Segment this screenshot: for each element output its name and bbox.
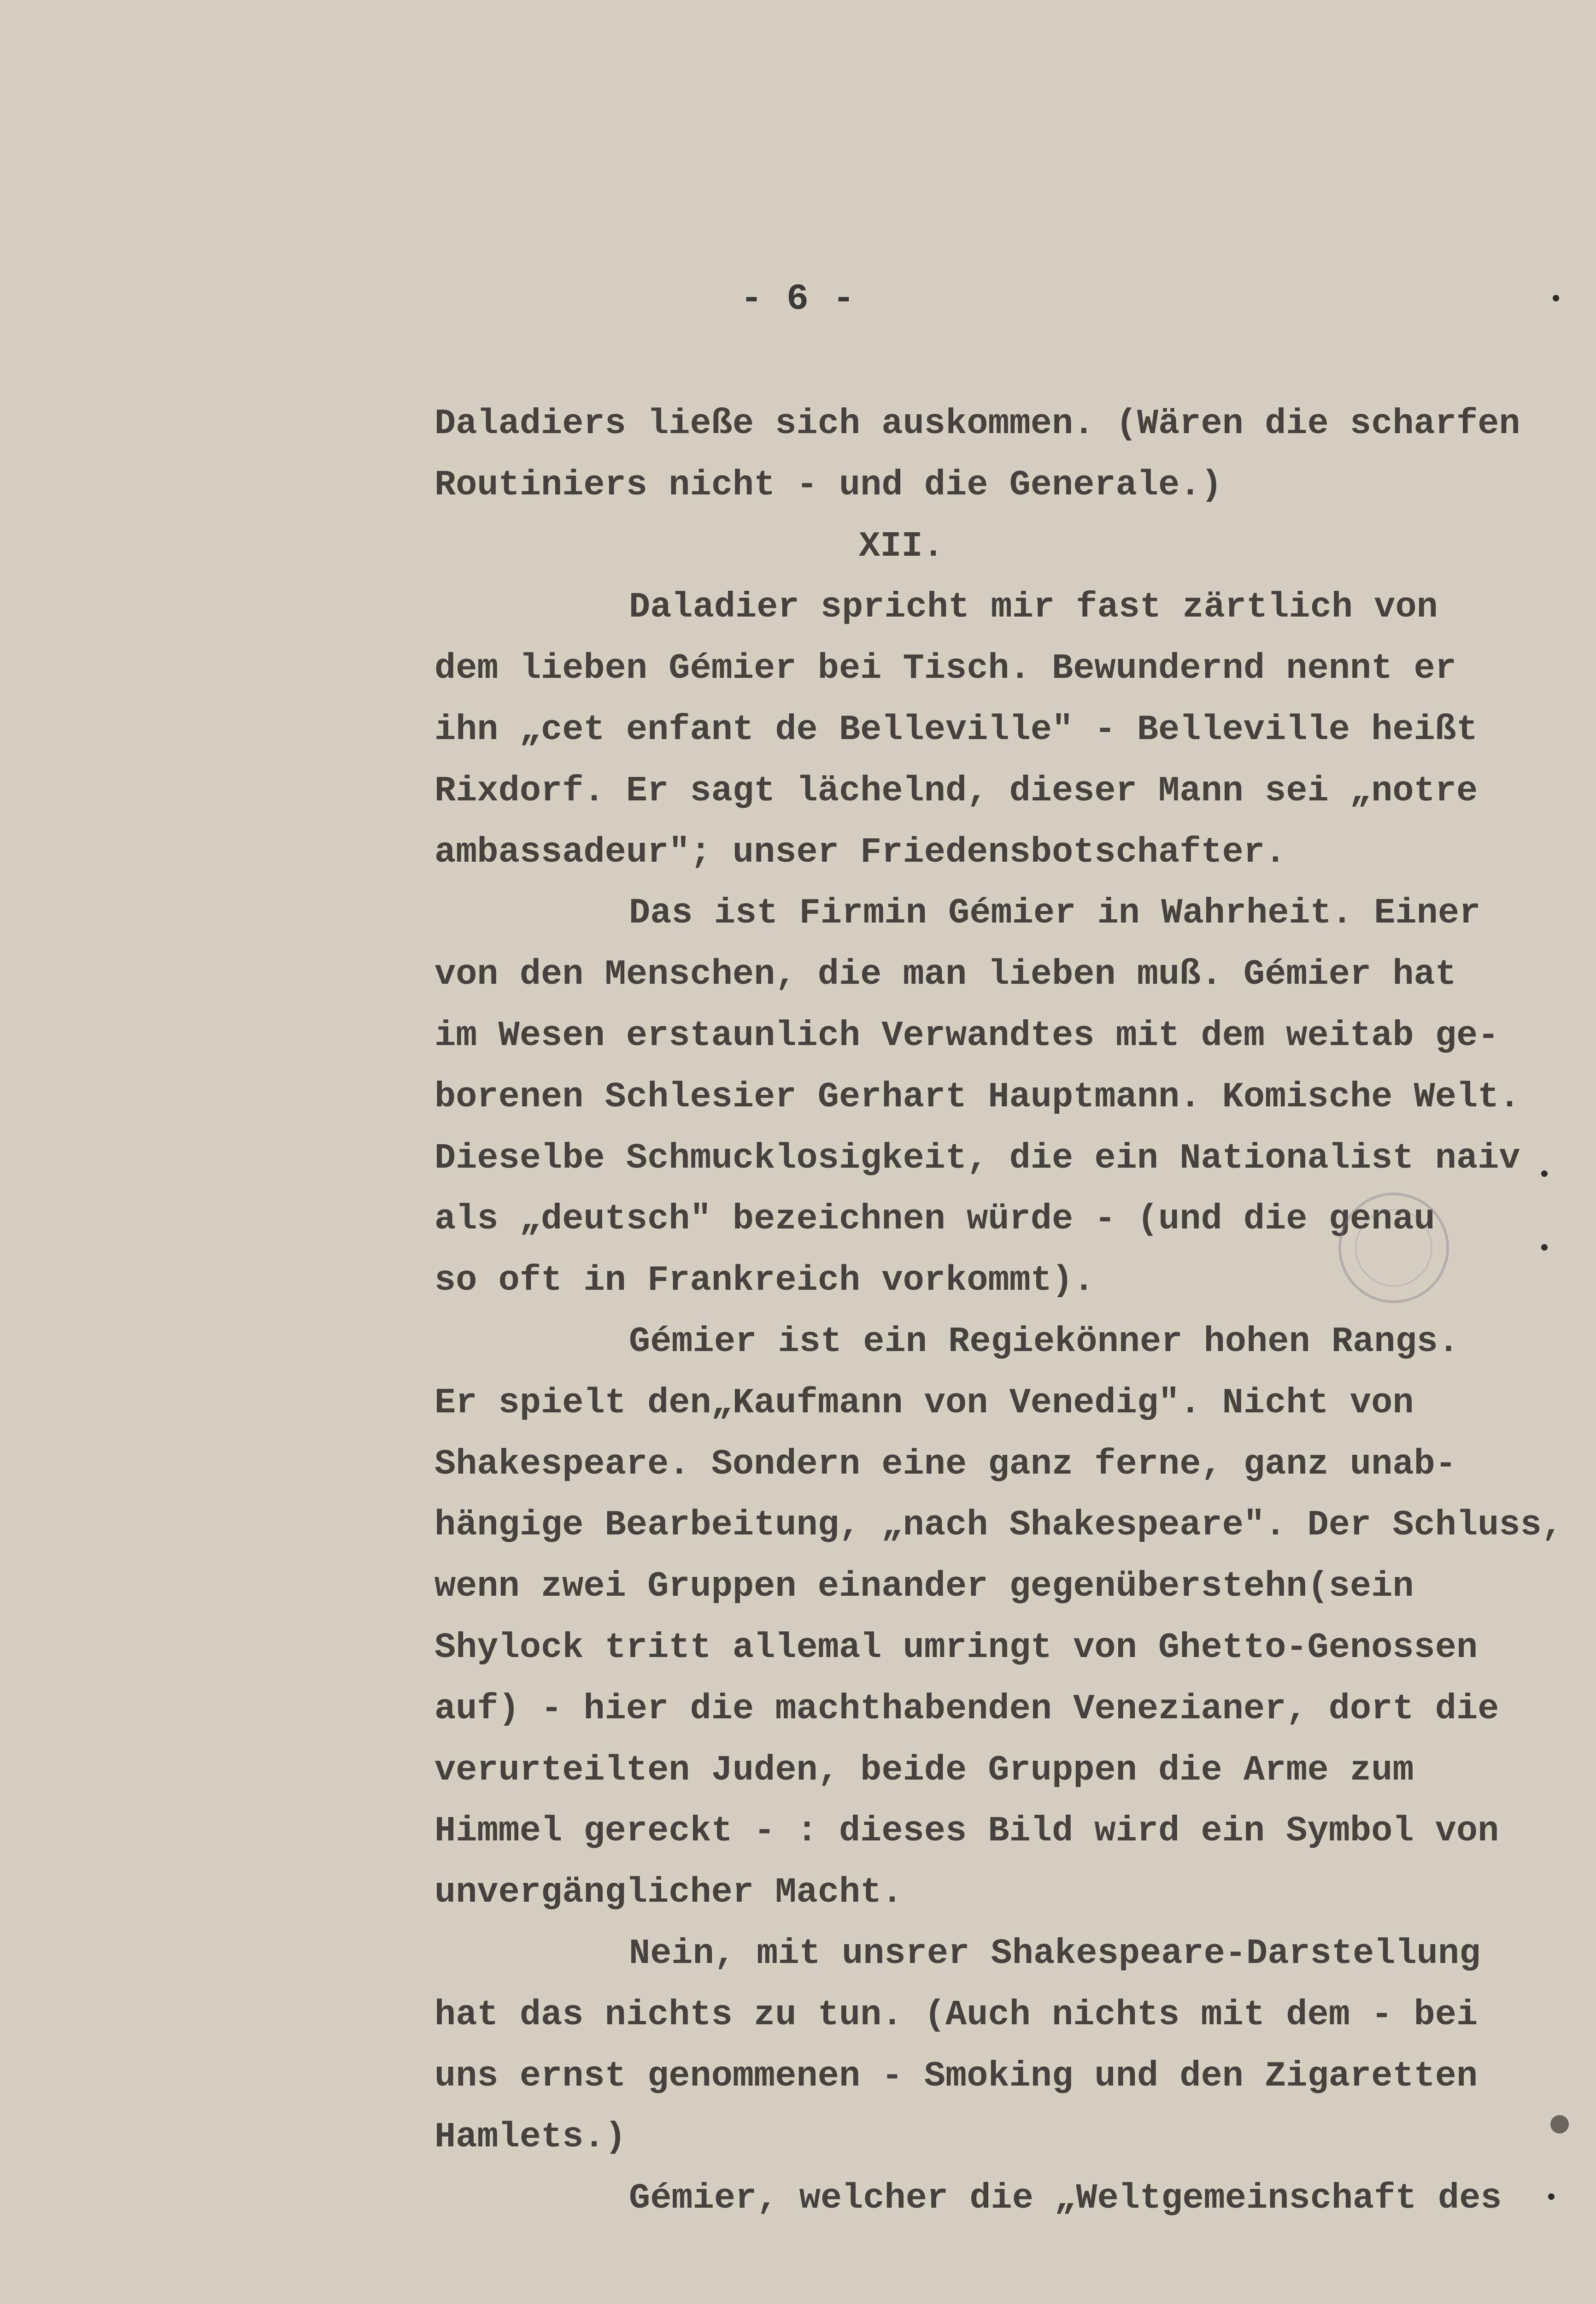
text-line: Gémier, welcher die „Weltgemeinschaft des <box>629 2179 1502 2219</box>
text-line: unvergänglicher Macht. <box>434 1873 903 1913</box>
library-stamp <box>1338 1193 1449 1303</box>
binding-hole-mark <box>1541 1244 1548 1251</box>
binding-hole-mark <box>1550 2115 1569 2134</box>
text-line: Himmel gereckt - : dieses Bild wird ein Symbol von <box>434 1811 1499 1852</box>
text-line: Das ist Firmin Gémier in Wahrheit. Einer <box>629 893 1481 934</box>
text-line: hat das nichts zu tun. (Auch nichts mit dem - bei <box>434 1995 1478 2035</box>
text-line: im Wesen erstaunlich Verwandtes mit dem weitab ge- <box>434 1016 1499 1056</box>
page-number: - 6 - <box>740 278 856 320</box>
binding-hole-mark <box>1548 2193 1555 2200</box>
text-line: auf) - hier die machthabenden Venezianer, dort die <box>434 1689 1499 1729</box>
section-heading: XII. <box>859 526 944 567</box>
text-line: hängige Bearbeitung, „nach Shakespeare". Der Schluss, <box>434 1505 1563 1546</box>
text-line: Shylock tritt allemal umringt von Ghetto-Genossen <box>434 1628 1478 1668</box>
binding-hole-mark <box>1553 295 1559 301</box>
text-line: so oft in Frankreich vorkommt). <box>434 1261 1095 1301</box>
text-line: Daladiers ließe sich auskommen. (Wären die scharfen <box>434 404 1520 444</box>
text-line: Nein, mit unsrer Shakespeare-Darstellung <box>629 1934 1481 1974</box>
text-line: Shakespeare. Sondern eine ganz ferne, ganz unab- <box>434 1444 1456 1485</box>
binding-hole-mark <box>1541 1170 1548 1177</box>
text-line: wenn zwei Gruppen einander gegenüberstehn(sein <box>434 1567 1414 1607</box>
text-line: Gémier ist ein Regiekönner hohen Rangs. <box>629 1322 1460 1362</box>
text-line: uns ernst genommenen - Smoking und den Zigaretten <box>434 2056 1478 2097</box>
text-line: Rixdorf. Er sagt lächelnd, dieser Mann sei „notre <box>434 771 1478 811</box>
text-line: dem lieben Gémier bei Tisch. Bewundernd nennt er <box>434 649 1456 689</box>
text-line: ambassadeur"; unser Friedensbotschafter. <box>434 832 1286 873</box>
text-line: als „deutsch" bezeichnen würde - (und die genau <box>434 1199 1435 1240</box>
text-line: Dieselbe Schmucklosigkeit, die ein Nationalist naiv <box>434 1138 1520 1179</box>
typewritten-body <box>434 394 1577 2230</box>
text-line: Hamlets.) <box>434 2117 626 2158</box>
text-line: borenen Schlesier Gerhart Hauptmann. Komische Welt. <box>434 1077 1520 1117</box>
text-line: ihn „cet enfant de Belleville" - Belleville heißt <box>434 710 1478 750</box>
text-line: Daladier spricht mir fast zärtlich von <box>629 588 1438 628</box>
text-line: Er spielt den„Kaufmann von Venedig". Nicht von <box>434 1383 1414 1423</box>
text-line: verurteilten Juden, beide Gruppen die Arme zum <box>434 1750 1414 1791</box>
text-line: von den Menschen, die man lieben muß. Gémier hat <box>434 955 1456 995</box>
text-line: Routiniers nicht - und die Generale.) <box>434 465 1222 505</box>
